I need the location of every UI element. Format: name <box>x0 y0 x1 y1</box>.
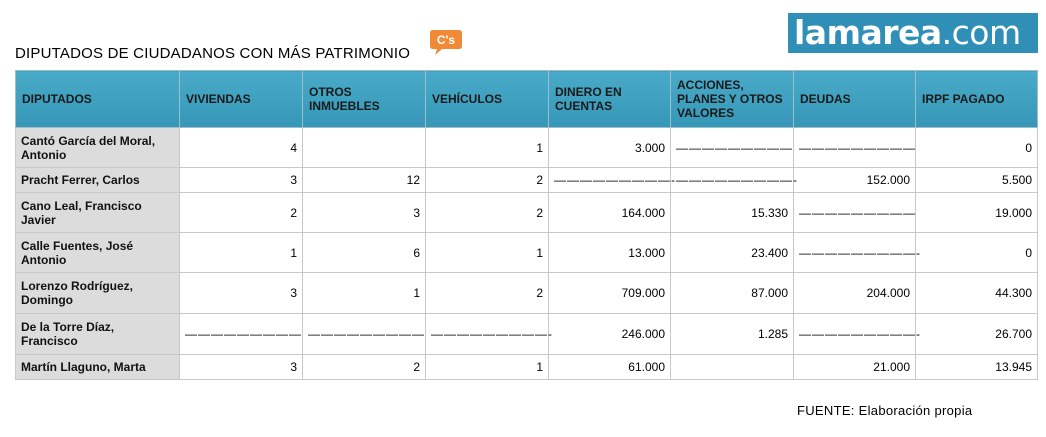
page-title: DIPUTADOS DE CIUDADANOS CON MÁS PATRIMONIO <box>15 45 411 62</box>
table-row <box>16 355 1038 380</box>
column-header: DIPUTADOS <box>16 71 180 128</box>
table-cell: 2 <box>180 193 303 233</box>
source-note: FUENTE: Elaboración propia <box>797 403 973 418</box>
table-cell: 1 <box>426 233 549 273</box>
table-cell: —————————- <box>549 168 671 193</box>
table-row <box>16 168 1038 193</box>
deputy-name: De la Torre Díaz, Francisco <box>16 314 180 355</box>
deputy-name: Calle Fuentes, José Antonio <box>16 233 180 273</box>
table-cell: 709.000 <box>549 273 671 314</box>
table-cell: 15.330 <box>671 193 794 233</box>
table-cell: 1 <box>426 355 549 380</box>
table-cell: —————————- <box>671 168 794 193</box>
column-header: ACCIONES, PLANES Y OTROS VALORES <box>671 71 794 128</box>
column-header: OTROS INMUEBLES <box>303 71 426 128</box>
deputy-name: Pracht Ferrer, Carlos <box>16 168 180 193</box>
table-cell: 152.000 <box>794 168 916 193</box>
table-cell: —————————- <box>426 314 549 355</box>
ciudadanos-logo-icon <box>430 27 464 57</box>
table-cell: 61.000 <box>549 355 671 380</box>
table-cell: 23.400 <box>671 233 794 273</box>
table-cell: 1 <box>180 233 303 273</box>
column-header: DEUDAS <box>794 71 916 128</box>
deputy-name: Cantó García del Moral, Antonio <box>16 128 180 168</box>
table-cell: ————————— <box>303 314 426 355</box>
table-cell: 12 <box>303 168 426 193</box>
table-cell: 13.000 <box>549 233 671 273</box>
table-cell: 5.500 <box>916 168 1038 193</box>
table-cell: 2 <box>426 168 549 193</box>
table-cell <box>671 355 794 380</box>
table-cell: 246.000 <box>549 314 671 355</box>
table-cell: 3.000 <box>549 128 671 168</box>
table-row <box>16 233 1038 273</box>
table-cell: 26.700 <box>916 314 1038 355</box>
table-cell: 164.000 <box>549 193 671 233</box>
table-cell: 3 <box>180 168 303 193</box>
table-cell: 13.945 <box>916 355 1038 380</box>
table-cell: 4 <box>180 128 303 168</box>
ciudadanos-logo-text: C's <box>436 33 456 47</box>
deputy-name: Martín Llaguno, Marta <box>16 355 180 380</box>
table-cell: 204.000 <box>794 273 916 314</box>
table-row <box>16 128 1038 168</box>
table-cell: 0 <box>916 128 1038 168</box>
table-cell: ————————— <box>180 314 303 355</box>
table-row <box>16 314 1038 355</box>
table-cell: 0 <box>916 233 1038 273</box>
table-body <box>16 128 1038 380</box>
brand-logo-bold: lamarea <box>794 13 942 52</box>
column-header: IRPF PAGADO <box>916 71 1038 128</box>
table-row <box>16 193 1038 233</box>
table-cell: 2 <box>303 355 426 380</box>
table-cell: 2 <box>426 193 549 233</box>
table-cell: 1.285 <box>671 314 794 355</box>
deputy-name: Lorenzo Rodríguez, Domingo <box>16 273 180 314</box>
table-cell: 2 <box>426 273 549 314</box>
table-cell: ————————— <box>794 128 916 168</box>
table-cell: —————————- <box>794 314 916 355</box>
brand-logo-suffix: .com <box>941 13 1021 52</box>
table-cell: 3 <box>303 193 426 233</box>
table-cell: ————————— <box>794 193 916 233</box>
table-cell: 6 <box>303 233 426 273</box>
column-header: VEHÍCULOS <box>426 71 549 128</box>
table-row <box>16 273 1038 314</box>
table-cell: 21.000 <box>794 355 916 380</box>
table-header-row <box>16 71 1038 128</box>
table-cell: 3 <box>180 273 303 314</box>
table-cell: 87.000 <box>671 273 794 314</box>
table-cell: ————————— <box>671 128 794 168</box>
patrimony-table <box>15 70 1038 380</box>
brand-logo <box>788 13 1038 53</box>
column-header: VIVIENDAS <box>180 71 303 128</box>
table-cell: 3 <box>180 355 303 380</box>
table-cell: 19.000 <box>916 193 1038 233</box>
column-header: DINERO EN CUENTAS <box>549 71 671 128</box>
table-cell: 1 <box>303 273 426 314</box>
table-cell: 44.300 <box>916 273 1038 314</box>
table-cell: —————————- <box>794 233 916 273</box>
deputy-name: Cano Leal, Francisco Javier <box>16 193 180 233</box>
table-cell <box>303 128 426 168</box>
table-cell: 1 <box>426 128 549 168</box>
